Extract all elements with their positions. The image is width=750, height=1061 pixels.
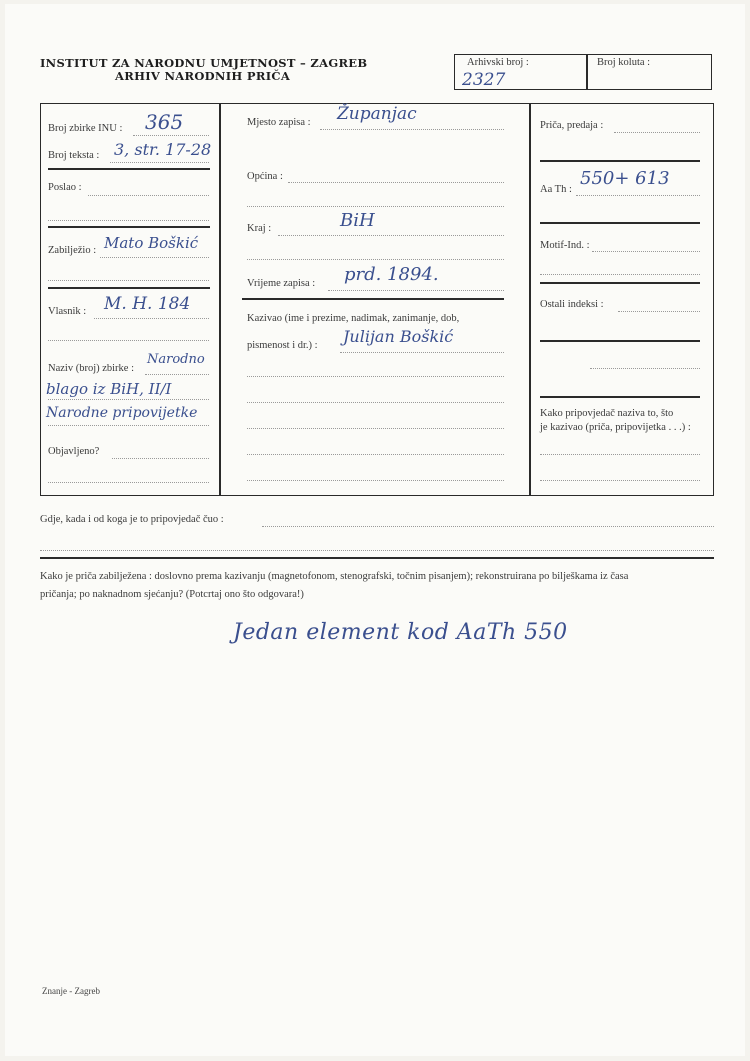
kako-zabiljezena-line-2: pričanja; po naknadnom sjećanju? (Potcrtaj ono što odgovara!) xyxy=(40,589,304,600)
zabiljezio-line xyxy=(100,257,209,258)
aath-label: Aa Th : xyxy=(540,184,572,195)
right-separator-5 xyxy=(540,396,700,398)
right-separator-2 xyxy=(540,222,700,224)
kako-naziva-label-1: Kako pripovjedač naziva to, što xyxy=(540,408,674,419)
poslao-line-2 xyxy=(48,220,209,221)
gdje-line xyxy=(262,526,714,527)
kazivao-line-4 xyxy=(247,428,504,429)
poslao-line xyxy=(88,195,209,196)
right-separator-3 xyxy=(540,282,700,284)
zabiljezio-value: Mato Boškić xyxy=(104,234,199,252)
kraj-line xyxy=(278,235,504,236)
ostali-indeksi-label: Ostali indeksi : xyxy=(540,299,604,310)
motif-line xyxy=(592,251,700,252)
naziv-zbirke-value-3: Narodne pripovijetke xyxy=(46,405,198,421)
gdje-line-2 xyxy=(40,550,714,551)
broj-zbirke-label: Broj zbirke INU : xyxy=(48,123,123,134)
naziv-line-1 xyxy=(145,374,209,375)
arhivski-broj-label: Arhivski broj : xyxy=(467,57,529,68)
opcina-line-2 xyxy=(247,206,504,207)
right-separator-4 xyxy=(540,340,700,342)
kazivao-label-1: Kazivao (ime i prezime, nadimak, zanimanje, dob, xyxy=(247,313,460,324)
publisher-footer: Znanje - Zagreb xyxy=(42,986,100,996)
objavljeno-label: Objavljeno? xyxy=(48,446,100,457)
naziv-line-3 xyxy=(48,425,209,426)
prica-predaja-label: Priča, predaja : xyxy=(540,120,604,131)
prica-line xyxy=(614,132,700,133)
naziv-zbirke-label: Naziv (broj) zbirke : xyxy=(48,363,135,374)
objavljeno-line-2 xyxy=(48,482,209,483)
objavljeno-line xyxy=(112,458,209,459)
kako-naziva-label-2: je kazivao (priča, pripovijetka . . .) : xyxy=(540,422,691,433)
institute-title: INSTITUT ZA NARODNU UMJETNOST – ZAGREB xyxy=(40,56,368,70)
archive-title: ARHIV NARODNIH PRIČA xyxy=(115,69,291,83)
mjesto-zapisa-label: Mjesto zapisa : xyxy=(247,117,311,128)
kako-naziva-line xyxy=(540,454,700,455)
kazivao-line-2 xyxy=(247,376,504,377)
handwritten-note: Jedan element kod AaTh 550 xyxy=(233,620,568,645)
broj-koluta-label: Broj koluta : xyxy=(597,57,651,68)
kazivao-line-3 xyxy=(247,402,504,403)
ostali-line xyxy=(618,311,700,312)
gdje-kada-label: Gdje, kada i od koga je to pripovjedač čuo : xyxy=(40,514,224,525)
vrijeme-zapisa-value: prd. 1894. xyxy=(344,264,439,285)
broj-zbirke-value: 365 xyxy=(145,110,184,134)
broj-zbirke-line xyxy=(133,135,209,136)
main-box-divider-right xyxy=(529,103,531,496)
motif-ind-label: Motif-Ind. : xyxy=(540,240,590,251)
broj-teksta-label: Broj teksta : xyxy=(48,150,100,161)
left-separator-2 xyxy=(48,226,210,228)
broj-teksta-line xyxy=(110,162,209,163)
mjesto-line xyxy=(320,129,504,130)
kazivao-line-5 xyxy=(247,454,504,455)
aath-line xyxy=(576,195,700,196)
naziv-line-2 xyxy=(48,399,209,400)
vlasnik-value: M. H. 184 xyxy=(104,294,191,314)
broj-teksta-value: 3, str. 17-28 xyxy=(114,140,212,159)
vlasnik-line xyxy=(94,318,209,319)
right-separator-1 xyxy=(540,160,700,162)
kazivao-line-6 xyxy=(247,480,504,481)
ostali-line-2 xyxy=(590,368,700,369)
left-separator-1 xyxy=(48,168,210,170)
kako-zabiljezena-text xyxy=(40,568,720,604)
kako-naziva-line-2 xyxy=(540,480,700,481)
main-box-divider-left xyxy=(219,103,221,496)
lower-separator xyxy=(40,557,714,559)
vrijeme-zapisa-label: Vrijeme zapisa : xyxy=(247,278,316,289)
vlasnik-line-2 xyxy=(48,340,209,341)
kazivao-label-2: pismenost i dr.) : xyxy=(247,340,318,351)
aath-value: 550+ 613 xyxy=(580,168,670,189)
poslao-label: Poslao : xyxy=(48,182,82,193)
vrijeme-line xyxy=(328,290,504,291)
kazivao-line xyxy=(340,352,504,353)
vlasnik-label: Vlasnik : xyxy=(48,306,87,317)
middle-separator xyxy=(242,298,504,300)
kako-zabiljezena-line-1: Kako je priča zabilježena : doslovno prema kazivanju (magnetofonom, stenografski, točnim pisanjem); rekonstruirana po bilješkama iz časa xyxy=(40,571,629,582)
zabiljezio-label: Zabilježio : xyxy=(48,245,97,256)
opcina-label: Općina : xyxy=(247,171,283,182)
arhivski-broj-value: 2327 xyxy=(462,70,506,90)
left-separator-3 xyxy=(48,287,210,289)
motif-line-2 xyxy=(540,274,700,275)
opcina-line xyxy=(288,182,504,183)
naziv-zbirke-value-2: blago iz BiH, II/I xyxy=(46,380,172,398)
kraj-value: BiH xyxy=(340,210,375,231)
kraj-line-2 xyxy=(247,259,504,260)
archive-box-divider xyxy=(586,54,588,90)
kazivao-value: Julijan Boškić xyxy=(343,327,454,346)
kraj-label: Kraj : xyxy=(247,223,272,234)
mjesto-zapisa-value: Županjac xyxy=(337,104,417,124)
naziv-zbirke-value-1: Narodno xyxy=(147,352,205,367)
zabiljezio-line-2 xyxy=(48,280,209,281)
